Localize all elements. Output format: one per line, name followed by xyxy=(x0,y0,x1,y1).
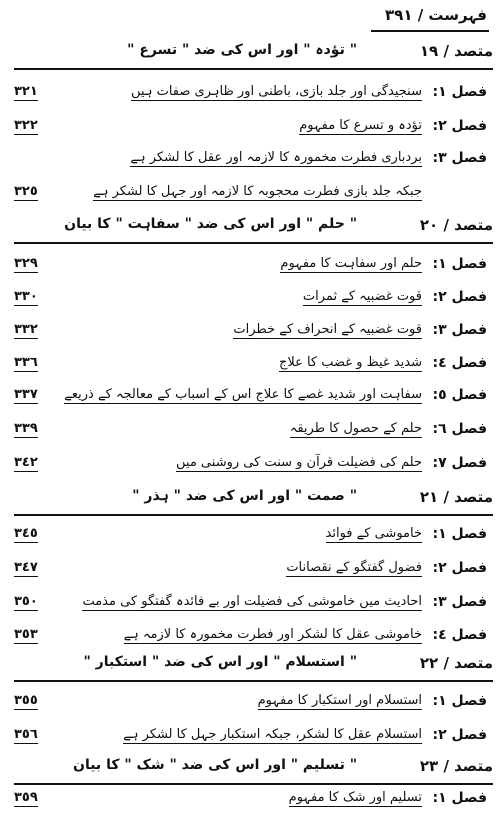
chapter-label: فصل ٣: xyxy=(432,150,487,166)
chapter-label: فصل ٣: xyxy=(432,322,487,338)
chapter-title: قوت غضبیہ کے ثمرات xyxy=(302,289,422,304)
section-title: " تؤدہ " اور اس کی ضد " تسرع " xyxy=(127,42,357,58)
chapter-title: استسلام اور استکبار کا مفہوم xyxy=(257,693,422,708)
chapter-title: حلم کی فضیلت قرآن و سنت کی روشنی میں xyxy=(176,455,422,470)
chapter-page-number: ٣٤٧ xyxy=(14,560,38,575)
section-divider xyxy=(14,242,493,244)
chapter-label: فصل ٢: xyxy=(432,118,487,134)
chapter-label: فصل ١: xyxy=(432,84,487,100)
chapter-page-number: ٣٢٥ xyxy=(14,184,38,199)
section-divider xyxy=(14,680,493,682)
chapter-label: فصل ٢: xyxy=(432,560,487,576)
chapter-title: قوت غضبیہ کے انحراف کے خطرات xyxy=(233,322,422,337)
chapter-title: خاموشی کے فوائد xyxy=(325,526,422,541)
section-label: متصد / ٢٢ xyxy=(419,654,493,672)
chapter-title: سنجیدگی اور جلد بازی، باطنی اور ظاہری صفات ہیں xyxy=(131,84,422,99)
chapter-page-number: ٣٣٩ xyxy=(14,421,38,436)
section-divider xyxy=(14,514,493,516)
chapter-page-number: ٣٣٠ xyxy=(14,289,38,304)
section-label: متصد / ٢١ xyxy=(419,488,493,506)
chapter-title: استسلام عقل کا لشکر، جبکہ استکبار جہل کا لشکر ہے xyxy=(123,727,422,742)
chapter-title: بردباری فطرت مخمورہ کا لازمہ اور عقل کا لشکر ہے xyxy=(130,150,422,165)
chapter-page-number: ٣٥٠ xyxy=(14,594,38,609)
section-title: " استسلام " اور اس کی ضد " استکبار " xyxy=(83,654,357,670)
chapter-page-number: ٣٢٢ xyxy=(14,118,38,133)
chapter-page-number: ٣٥٦ xyxy=(14,727,38,742)
header-underline xyxy=(371,30,489,32)
chapter-page-number: ٣٢١ xyxy=(14,84,38,99)
chapter-page-number: ٣٥٥ xyxy=(14,693,38,708)
chapter-title: فضول گفتگو کے نقصانات xyxy=(286,560,422,575)
chapter-page-number: ٣٣٧ xyxy=(14,387,38,402)
chapter-title: احادیث میں خاموشی کی فضیلت اور بے فائدہ گفتگو کی مذمت xyxy=(82,594,422,609)
chapter-title: تسلیم اور شک کا مفہوم xyxy=(288,790,422,805)
chapter-title: خاموشی عقل کا لشکر اور فطرت مخمورہ کا لازمہ ہے xyxy=(123,627,422,642)
chapter-title: حلم کے حصول کا طریقہ xyxy=(289,421,422,436)
chapter-label: فصل ٤: xyxy=(432,627,487,643)
chapter-title: جبکہ جلد بازی فطرت محجوبہ کا لازمہ اور جہل کا لشکر ہے xyxy=(93,184,422,199)
chapter-page-number: ٣٤٥ xyxy=(14,526,38,541)
section-divider xyxy=(14,783,493,785)
chapter-label: فصل ١: xyxy=(432,526,487,542)
chapter-label: فصل ٦: xyxy=(432,421,487,437)
chapter-label: فصل ٥: xyxy=(432,387,487,403)
chapter-title: حلم اور سفاہت کا مفہوم xyxy=(280,256,422,271)
chapter-page-number: ٣٣٦ xyxy=(14,355,38,370)
chapter-page-number: ٣٢٩ xyxy=(14,256,38,271)
section-label: متصد / ٢٠ xyxy=(419,216,493,234)
chapter-label: فصل ٢: xyxy=(432,289,487,305)
chapter-label: فصل ١: xyxy=(432,693,487,709)
chapter-title: سفاہت اور شدید غصے کا علاج اس کے اسباب کے معالجہ کے ذریعے xyxy=(64,387,422,402)
chapter-page-number: ٣٣٢ xyxy=(14,322,38,337)
chapter-label: فصل ١: xyxy=(432,790,487,806)
chapter-title: شدید غیظ و غضب کا علاج xyxy=(278,355,422,370)
chapter-page-number: ٣٥٩ xyxy=(14,790,38,805)
page-header: فہرست / ٣٩١ xyxy=(385,6,487,24)
chapter-label: فصل ٧: xyxy=(432,455,487,471)
section-title: " صمت " اور اس کی ضد " ہذر " xyxy=(132,488,357,504)
chapter-page-number: ٣٤٢ xyxy=(14,455,38,470)
section-divider xyxy=(14,68,493,70)
section-label: متصد / ١٩ xyxy=(419,42,493,60)
chapter-label: فصل ٣: xyxy=(432,594,487,610)
chapter-label: فصل ٤: xyxy=(432,355,487,371)
chapter-label: فصل ١: xyxy=(432,256,487,272)
section-label: متصد / ٢٣ xyxy=(419,757,493,775)
chapter-page-number: ٣٥٣ xyxy=(14,627,38,642)
chapter-title: تؤدہ و تسرع کا مفہوم xyxy=(299,118,422,133)
section-title: " حلم " اور اس کی ضد " سفاہت " کا بیان xyxy=(64,216,357,232)
chapter-label: فصل ٢: xyxy=(432,727,487,743)
section-title: " تسلیم " اور اس کی ضد " شک " کا بیان xyxy=(73,757,357,773)
